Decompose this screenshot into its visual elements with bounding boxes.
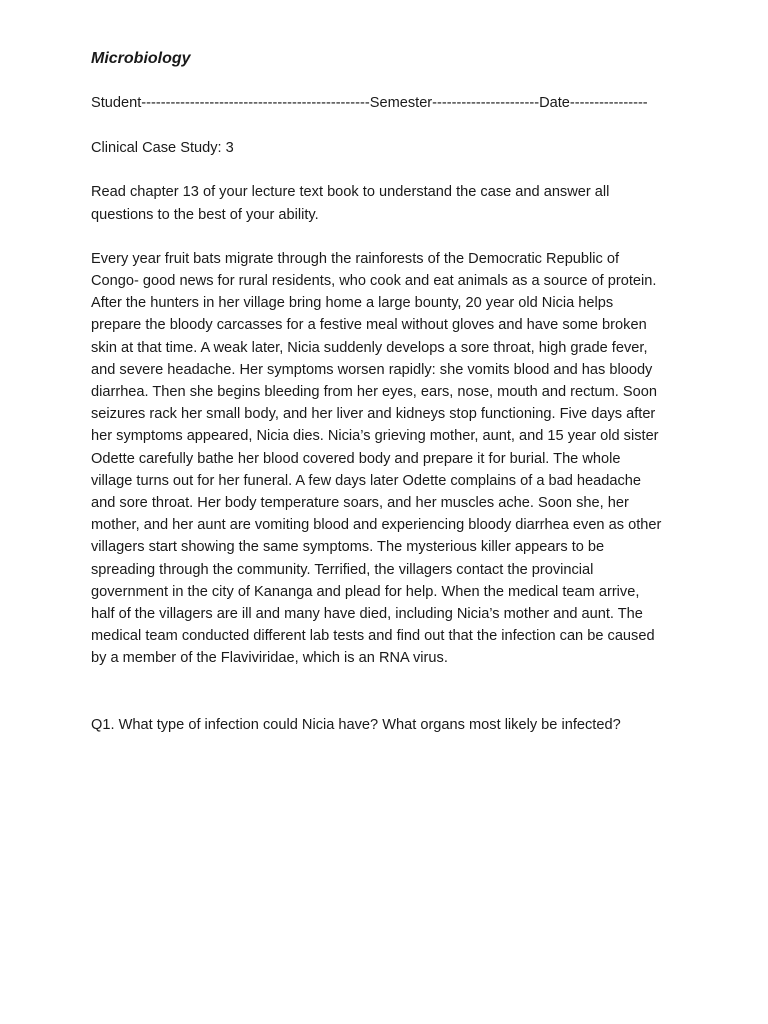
student-semester-date-line: Student-----------------------------------------------Semester----------------------Date---------------- [91, 95, 648, 111]
case-line: Odette carefully bathe her blood covered body and prepare it for burial. The whole [91, 450, 621, 467]
case-line: skin at that time. A weak later, Nicia suddenly develops a sore throat, high grade fever, [91, 339, 648, 356]
case-line: prepare the bloody carcasses for a festive meal without gloves and have some broken [91, 317, 647, 334]
case-line: her symptoms appeared, Nicia dies. Nicia’s grieving mother, aunt, and 15 year old sister [91, 428, 659, 445]
instructions-paragraph [91, 181, 691, 225]
case-line: diarrhea. Then she begins bleeding from her eyes, ears, nose, mouth and rectum. Soon [91, 384, 657, 401]
case-line: government in the city of Kananga and plead for help. When the medical team arrive, [91, 583, 640, 600]
instructions-line: Read chapter 13 of your lecture text book to understand the case and answer all [91, 184, 610, 201]
case-line: by a member of the Flaviviridae, which is an RNA virus. [91, 650, 448, 667]
case-line: medical team conducted different lab tests and find out that the infection can be caused [91, 628, 655, 645]
case-line: After the hunters in her village bring home a large bounty, 20 year old Nicia helps [91, 295, 614, 312]
case-line: and severe headache. Her symptoms worsen rapidly: she vomits blood and has bloody [91, 361, 653, 378]
case-line: and sore throat. Her body temperature soars, and her muscles ache. Soon she, her [91, 495, 629, 512]
case-study-label: Clinical Case Study: 3 [91, 140, 234, 157]
instructions-line: questions to the best of your ability. [91, 206, 319, 223]
case-line: Congo- good news for rural residents, who cook and eat animals as a source of protein. [91, 273, 657, 290]
case-line: villagers start showing the same symptoms. The mysterious killer appears to be [91, 539, 605, 556]
question-1: Q1. What type of infection could Nicia have? What organs most likely be infected? [91, 716, 621, 733]
case-line: half of the villagers are ill and many have died, including Nicia’s mother and aunt. The [91, 606, 643, 623]
case-line: spreading through the community. Terrified, the villagers contact the provincial [91, 561, 594, 578]
case-line: seizures rack her small body, and her liver and kidneys stop functioning. Five days after [91, 406, 656, 423]
case-line: mother, and her aunt are vomiting blood and experiencing bloody diarrhea even as other [91, 517, 662, 534]
case-paragraph [91, 248, 691, 670]
document-title: Microbiology [91, 50, 191, 67]
case-line: village turns out for her funeral. A few days later Odette complains of a bad headache [91, 472, 642, 489]
case-line: Every year fruit bats migrate through the rainforests of the Democratic Republic of [91, 250, 620, 267]
document-page [91, 48, 691, 736]
